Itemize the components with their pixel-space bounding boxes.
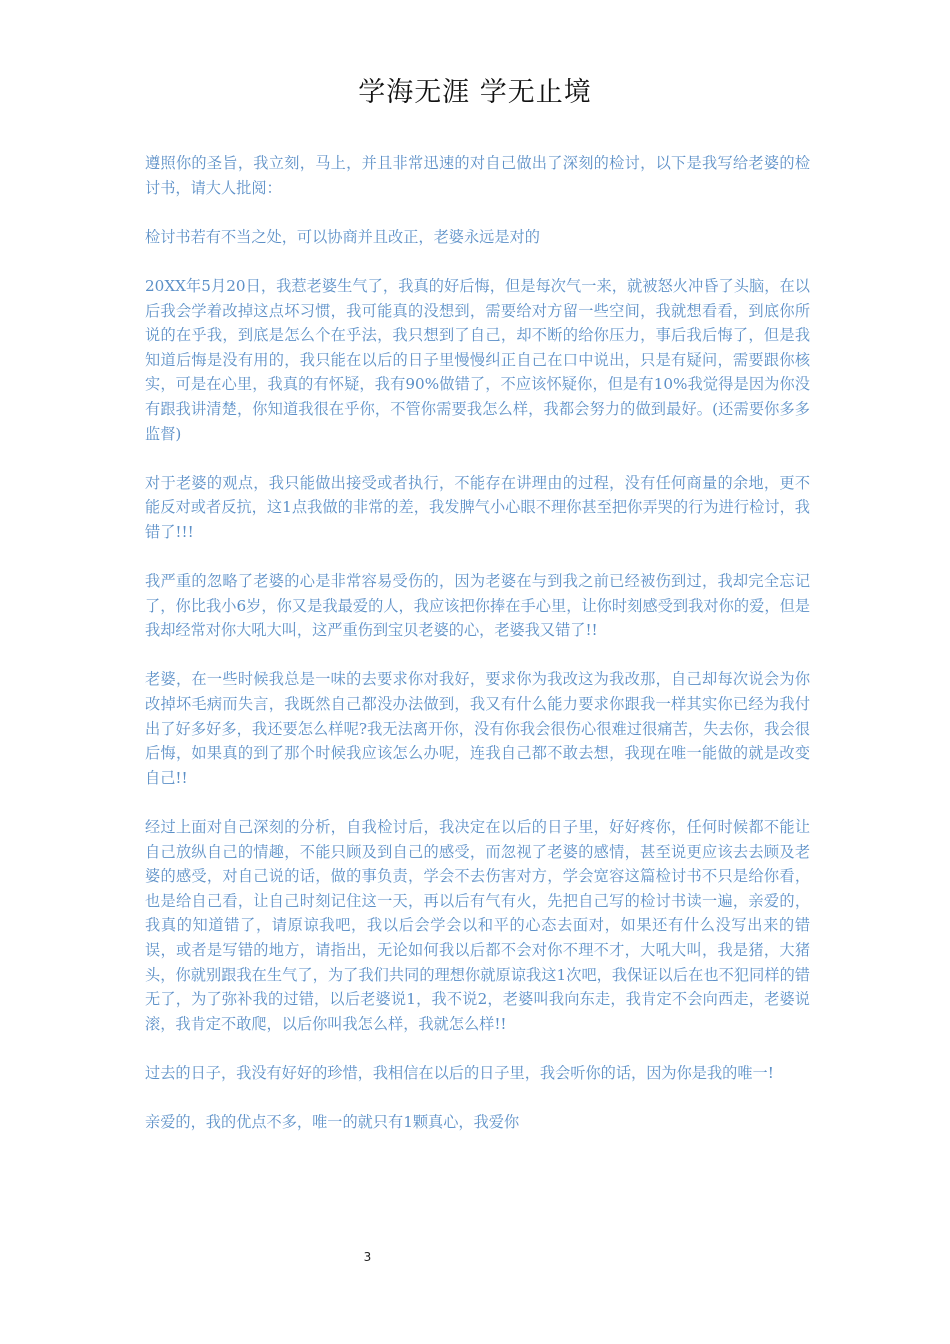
paragraph-views: 对于老婆的观点，我只能做出接受或者执行，不能存在讲理由的过程，没有任何商量的余地，更不能反对或者反抗，这1点我做的非常的差，我发脾气小心眼不理你甚至把你弄哭的行为进行检讨，我错了!!! [145,473,810,541]
paragraph-neglect: 我严重的忽略了老婆的心是非常容易受伤的，因为老婆在与到我之前已经被伤到过，我却完全忘记了，你比我小6岁，你又是我最爱的人，我应该把你捧在手心里，让你时刻感受到我对你的爱，但是我却经常对你大吼大叫，这严重伤到宝贝老婆的心，老婆我又错了!! [145,572,810,640]
paragraph-intro: 遵照你的圣旨，我立刻，马上，并且非常迅速的对自己做出了深刻的检讨，以下是我写给老婆的检讨书，请大人批阅： [145,154,810,197]
paragraph-past: 过去的日子，我没有好好的珍惜，我相信在以后的日子里，我会听你的话，因为你是我的唯一! [145,1063,774,1082]
page-header-title: 学海无涯 学无止境 [358,77,592,108]
paragraph-resolution: 经过上面对自己深刻的分析，自我检讨后，我决定在以后的日子里，好好疼你，任何时候都不能让自己放纵自己的情趣，不能只顾及到自己的感受，而忽视了老婆的感情，甚至说更应该去去顾及老婆的感受，对自己说的话，做的事负责，学会不去伤害对方，学会宽容这篇检讨书不只是给你看，也是给自己看，让自己时刻记住这一天，再以后有气有火，先把自己写的检讨书读一遍，亲爱的，我真的知道错了，请原谅我吧，我以后会学会以和平的心态去面对，如果还有什么没写出来的错误，或者是写错的地方，请指出，无论如何我以后都不会对你不理不才，大吼大叫，我是猪，大猪头，你就别跟我在生气了，为了我们共同的理想你就原谅我这1次吧，我保证以后在也不犯同样的错无了，为了弥补我的过错，以后老婆说1，我不说2，老婆叫我向东走，我肯定不会向西走，老婆说滚，我肯定不敢爬，以后你叫我怎么样，我就怎么样!! [145,818,810,1033]
page-number: 3 [363,1250,372,1264]
paragraph-disclaimer: 检讨书若有不当之处，可以协商并且改正，老婆永远是对的 [145,227,540,246]
paragraph-demands: 老婆，在一些时候我总是一味的去要求你对我好，要求你为我改这为我改那，自己却每次说会为你改掉坏毛病而失言，我既然自己都没办法做到，我又有什么能力要求你跟我一样其实你已经为我付出了好多好多，我还要怎么样呢?我无法离开你，没有你我会很伤心很难过很痛苦，失去你，我会很后悔，如果真的到了那个时候我应该怎么办呢，连我自己都不敢去想，我现在唯一能做的就是改变自己!! [145,670,810,787]
paragraph-incident: 20XX年5月20日，我惹老婆生气了，我真的好后悔，但是每次气一来，就被怒火冲昏了头脑，在以后我会学着改掉这点坏习惯，我可能真的没想到，需要给对方留一些空间，我就想看看，到底你所说的在乎我，到底是怎么个在乎法，我只想到了自己，却不断的给你压力，事后我后悔了，但是我知道后悔是没有用的，我只能在以后的日子里慢慢纠正自己在口中说出，只是有疑问，需要跟你核实，可是在心里，我真的有怀疑，我有90%做错了，不应该怀疑你，但是有10%我觉得是因为你没有跟我讲清楚，你知道我很在乎你，不管你需要我怎么样，我都会努力的做到最好。(还需要你多多监督) [145,276,810,443]
document-body [145,151,810,1159]
paragraph-closing: 亲爱的，我的优点不多，唯一的就只有1颗真心，我爱你 [145,1113,520,1132]
